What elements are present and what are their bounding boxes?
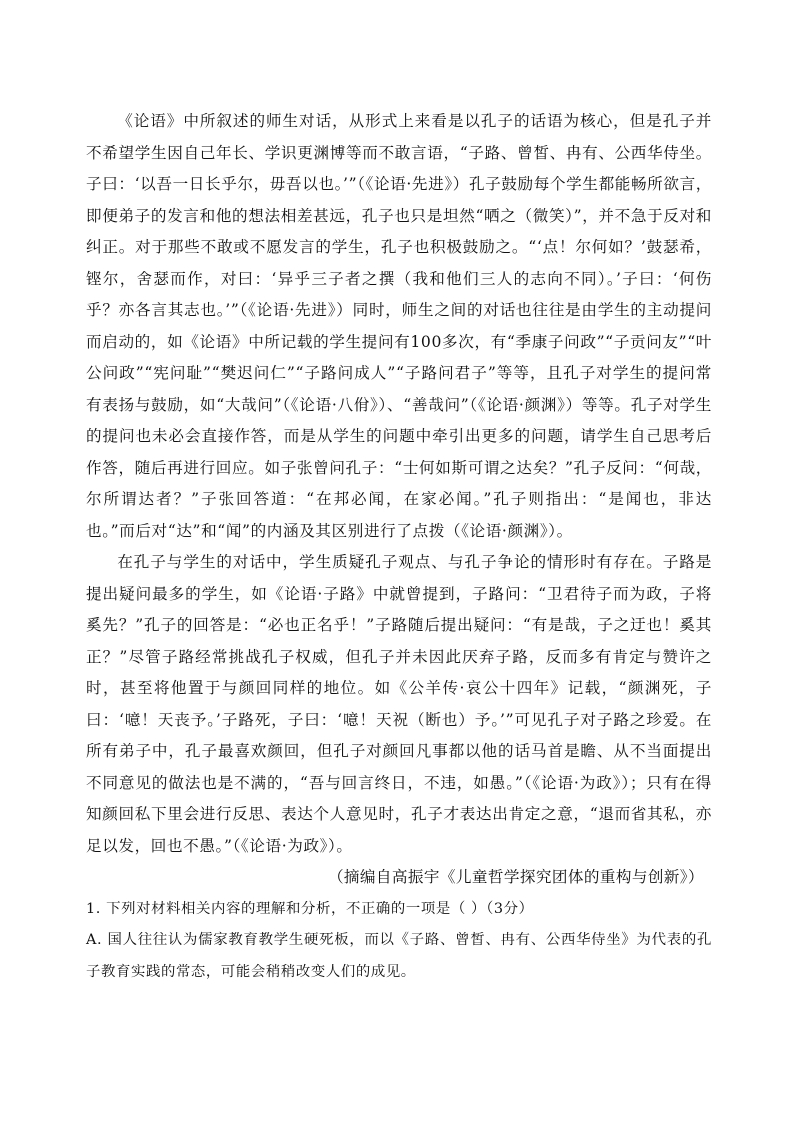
passage-paragraph-1: 《论语》中所叙述的师生对话，从形式上来看是以孔子的话语为核心，但是孔子并不希望学生因自己年长、学识更渊博等而不敢言语，“子路、曾皙、冉有、公西华侍坐。子曰：‘以吾一日长乎尔，毋吾以也。’”（《论语·先进》）孔子鼓励每个学生都能畅所欲言，即便弟子的发言和他的想法相差甚远，孔子也只是坦然“哂之（微笑）”，并不急于反对和纠正。对于那些不敢或不愿发言的学生，孔子也积极鼓励之。“‘点！尔何如？’鼓瑟希，铿尔，舍瑟而作，对曰：‘异乎三子者之撰（我和他们三人的志向不同）。’子曰：‘何伤乎？亦各言其志也。’”（《论语·先进》）同时，师生之间的对话也往往是由学生的主动提问而启动的，如《论语》中所记载的学生提问有100多次，有“季康子问政”“子贡问友”“叶公问政”“宪问耻”“樊迟问仁”“子路问成人”“子路问君子”等等，且孔子对学生的提问常有表扬与鼓励，如“大哉问”（《论语·八佾》）、“善哉问”（《论语·颜渊》）等等。孔子对学生的提问也未必会直接作答，而是从学生的问题中牵引出更多的问题，请学生自己思考后作答，随后再进行回应。如子张曾问孔子：“士何如斯可谓之达矣？”孔子反问：“何哉，尔所谓达者？”子张回答道：“在邦必闻，在家必闻。”孔子则指出：“是闻也，非达也。”而后对“达”和“闻”的内涵及其区别进行了点拨（《论语·颜渊》）。 xyxy=(86,112,712,540)
passage-source: （摘编自高振宇《儿童哲学探究团体的重构与创新》） xyxy=(327,868,704,886)
question-1-option-a: A. 国人往往认为儒家教育教学生硬死板，而以《子路、曾皙、冉有、公西华侍坐》为代表的孔子教育实践的常态，可能会稍稍改变人们的成见。 xyxy=(86,932,712,980)
question-1-stem: 1. 下列对材料相关内容的理解和分析，不正确的一项是（ ）（3分） xyxy=(86,900,534,917)
passage-paragraph-2: 在孔子与学生的对话中，学生质疑孔子观点、与孔子争论的情形时有存在。子路是提出疑问最多的学生，如《论语·子路》中就曾提到，子路问：“卫君待子而为政，子将奚先？”孔子的回答是：“必也正名乎！”子路随后提出疑问：“有是哉，子之迂也！奚其正？”尽管子路经常挑战孔子权威，但孔子并未因此厌弃子路，反而多有肯定与赞许之时，甚至将他置于与颜回同样的地位。如《公羊传·哀公十四年》记载，“颜渊死，子曰：‘噫！天丧予。’子路死，子曰：‘噫！天祝（断也）予。’”可见孔子对子路之珍爱。在所有弟子中，孔子最喜欢颜回，但孔子对颜回凡事都以他的话马首是瞻、从不当面提出不同意见的做法也是不满的，“吾与回言终日，不违，如愚。”（《论语·为政》）；只有在得知颜回私下里会进行反思、表达个人意见时，孔子才表达出肯定之意，“退而省其私，亦足以发，回也不愚。”（《论语·为政》）。 xyxy=(86,553,712,855)
document-page xyxy=(86,106,712,988)
